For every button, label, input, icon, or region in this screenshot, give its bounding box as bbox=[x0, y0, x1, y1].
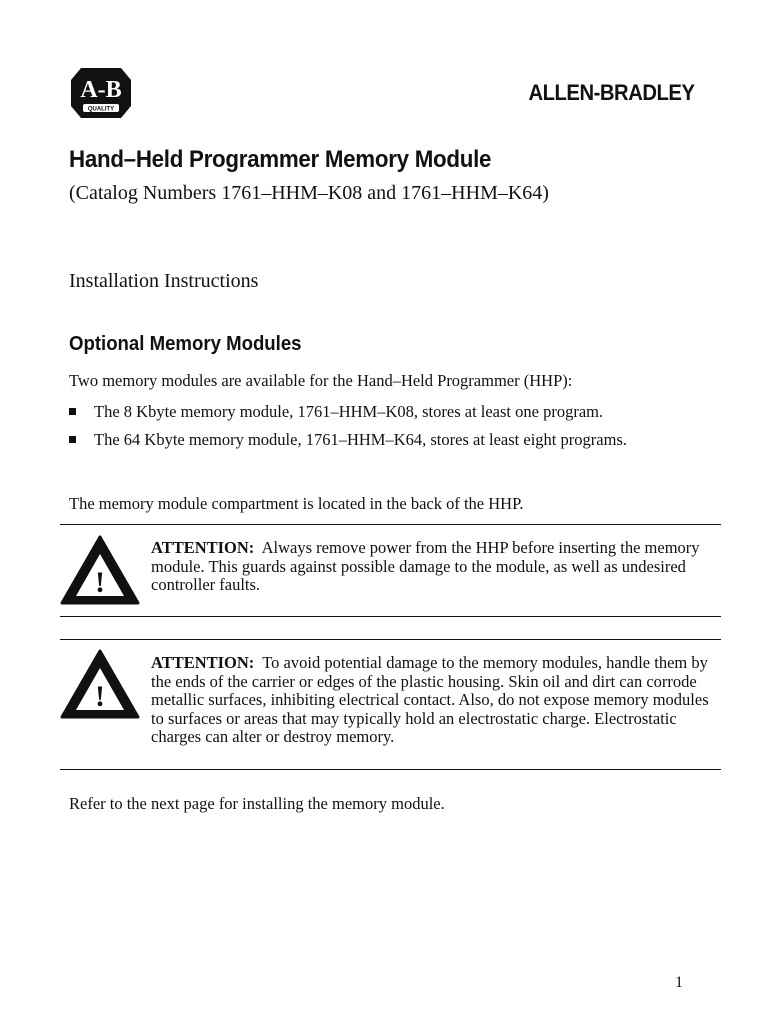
attention-label: ATTENTION: bbox=[151, 653, 255, 672]
bullet-text: The 64 Kbyte memory module, 1761–HHM–K64, stores at least eight programs. bbox=[94, 430, 627, 449]
warning-triangle-icon bbox=[59, 534, 141, 606]
square-bullet-icon bbox=[69, 436, 76, 443]
attention-notice bbox=[151, 654, 711, 747]
list-item bbox=[69, 400, 709, 423]
attention-label: ATTENTION: bbox=[151, 538, 255, 557]
catalog-numbers: (Catalog Numbers 1761–HHM–K08 and 1761–HHM–K64) bbox=[69, 182, 549, 204]
bullet-text: The 8 Kbyte memory module, 1761–HHM–K08, stores at least one program. bbox=[94, 402, 604, 421]
divider bbox=[60, 524, 721, 525]
page-number: 1 bbox=[675, 974, 683, 991]
svg-text:!: ! bbox=[95, 566, 105, 599]
document-type: Installation Instructions bbox=[69, 270, 259, 292]
divider bbox=[60, 639, 721, 640]
divider bbox=[60, 616, 721, 617]
svg-text:!: ! bbox=[95, 680, 105, 713]
refer-paragraph: Refer to the next page for installing the memory module. bbox=[69, 794, 445, 813]
brand-name: ALLEN-BRADLEY bbox=[527, 80, 694, 105]
intro-paragraph: Two memory modules are available for the Hand–Held Programmer (HHP): bbox=[69, 371, 573, 390]
divider bbox=[60, 769, 721, 770]
section-heading: Optional Memory Modules bbox=[69, 333, 302, 355]
attention-text: To avoid potential damage to the memory modules, handle them by the ends of the carrier or edges of the plastic housing. Skin oil and dirt can corrode metallic surfaces, inhibiting electrical contact. Also, do not expose memory modules to surfaces or areas that may typically hold an electrostatic charge. Electrostatic charges can alter or destroy memory. bbox=[151, 653, 709, 746]
attention-notice bbox=[151, 539, 711, 595]
location-paragraph: The memory module compartment is located in the back of the HHP. bbox=[69, 494, 524, 513]
warning-triangle-icon bbox=[59, 648, 141, 720]
attention-text: Always remove power from the HHP before inserting the memory module. This guards against possible damage to the module, as well as undesired controller faults. bbox=[151, 538, 700, 594]
square-bullet-icon bbox=[69, 408, 76, 415]
svg-text:A-B: A-B bbox=[80, 77, 122, 103]
allen-bradley-logo bbox=[69, 66, 133, 120]
bullet-list bbox=[69, 400, 709, 456]
list-item bbox=[69, 428, 709, 451]
svg-text:QUALITY: QUALITY bbox=[87, 106, 115, 113]
document-title: Hand–Held Programmer Memory Module bbox=[69, 146, 492, 173]
